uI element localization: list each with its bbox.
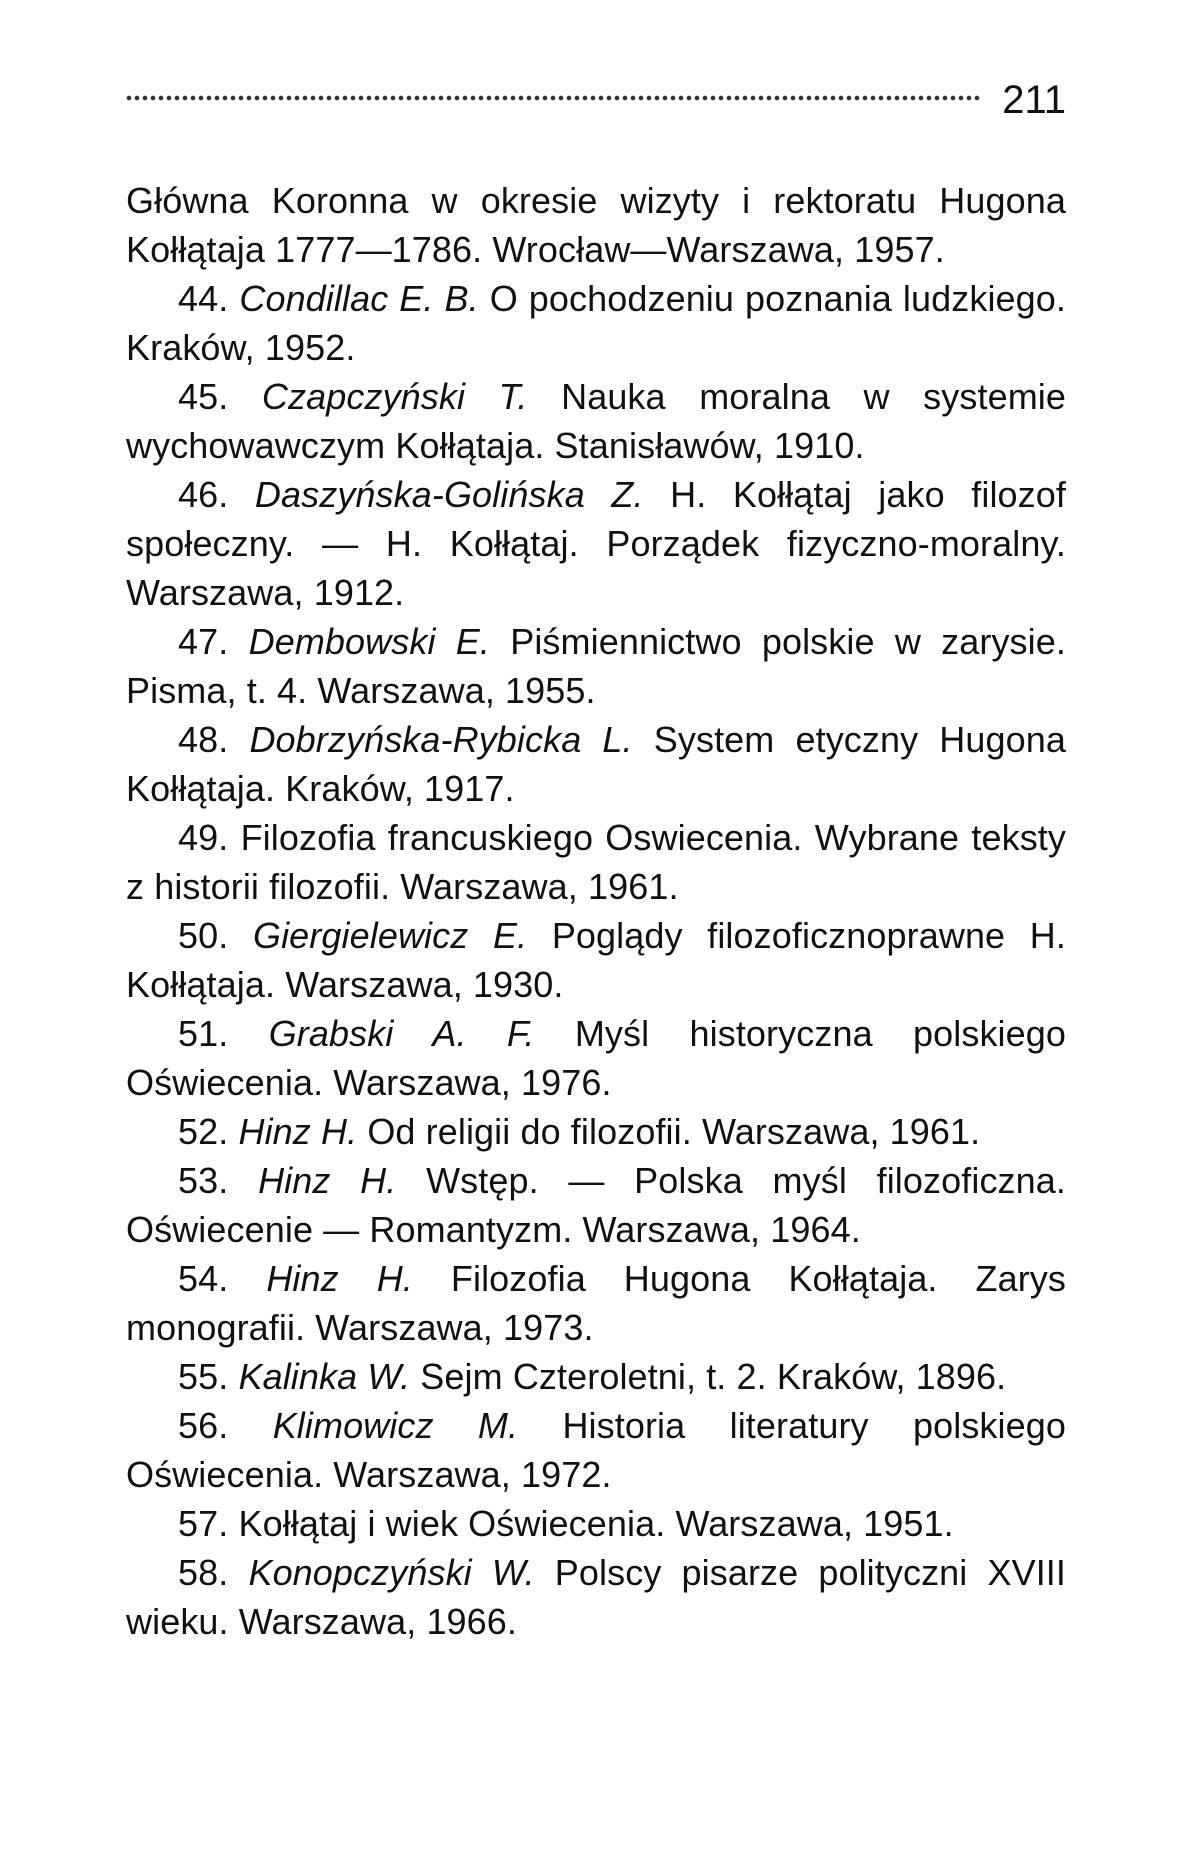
entry-author: Hinz H. xyxy=(266,1258,413,1299)
entry-number: 50. xyxy=(178,915,229,956)
bibliography-entry xyxy=(126,470,1066,617)
bibliography-entry xyxy=(126,1352,1066,1401)
entry-text: System etyczny Hugona Kołłątaja. Kraków, 1917. xyxy=(126,719,1067,809)
entry-author: Konopczyński W. xyxy=(248,1552,535,1593)
entry-text: Filozofia Hugona Kołłątaja. Zarys monografii. Warszawa, 1973. xyxy=(126,1258,1066,1348)
entry-number: 57. xyxy=(178,1503,229,1544)
bibliography-entry xyxy=(126,1156,1066,1254)
entry-number: 55. xyxy=(178,1356,229,1397)
entry-number: 51. xyxy=(178,1013,229,1054)
bibliography-entry xyxy=(126,274,1066,372)
entry-text: Piśmiennictwo polskie w zarysie. Pisma, t. 4. Warszawa, 1955. xyxy=(126,621,1066,711)
entry-author: Dobrzyńska-Rybicka L. xyxy=(249,719,633,760)
entry-number: 54. xyxy=(178,1258,229,1299)
bibliography-entry xyxy=(126,1401,1066,1499)
entry-author: Kalinka W. xyxy=(238,1356,411,1397)
entry-text: Filozofia francuskiego Oswiecenia. Wybrane teksty z historii filozofii. Warszawa, 1961. xyxy=(126,817,1067,907)
entry-author: Hinz H. xyxy=(258,1160,397,1201)
entry-text: Wstęp. — Polska myśl filozoficzna. Oświecenie — Romantyzm. Warszawa, 1964. xyxy=(126,1160,1066,1250)
bibliography-entry xyxy=(126,617,1066,715)
bibliography-entry xyxy=(126,1548,1066,1646)
bibliography-entry xyxy=(126,372,1066,470)
entry-number: 58. xyxy=(178,1552,229,1593)
bibliography-entry xyxy=(126,715,1066,813)
entry-author: Condillac E. B. xyxy=(239,278,479,319)
entry-author: Czapczyński T. xyxy=(261,376,528,417)
entry-author: Giergielewicz E. xyxy=(252,915,528,956)
entry-number: 44. xyxy=(178,278,229,319)
entry-text: Kołłątaj i wiek Oświecenia. Warszawa, 1951. xyxy=(238,1503,954,1544)
entry-author: Klimowicz M. xyxy=(272,1405,519,1446)
bibliography-entry xyxy=(126,1107,1066,1156)
bibliography-entry xyxy=(126,1009,1066,1107)
bibliography-entry xyxy=(126,1254,1066,1352)
entry-text: Polscy pisarze polityczni XVIII wieku. Warszawa, 1966. xyxy=(126,1552,1067,1642)
bibliography-entry xyxy=(126,176,1066,274)
entry-text: Nauka moralna w systemie wychowawczym Kołłątaja. Stanisławów, 1910. xyxy=(126,376,1067,466)
decorative-header-rule xyxy=(126,92,981,104)
book-page xyxy=(126,78,1066,1818)
bibliography-entry xyxy=(126,813,1066,911)
entry-text: Myśl historyczna polskiego Oświecenia. Warszawa, 1976. xyxy=(126,1013,1067,1103)
bibliography-list xyxy=(126,176,1066,1646)
entry-number: 47. xyxy=(178,621,229,662)
bibliography-entry xyxy=(126,911,1066,1009)
entry-number: 56. xyxy=(178,1405,229,1446)
entry-text: Sejm Czteroletni, t. 2. Kraków, 1896. xyxy=(420,1356,1007,1397)
entry-number: 46. xyxy=(178,474,229,515)
entry-author: Grabski A. F. xyxy=(268,1013,535,1054)
entry-number: 45. xyxy=(178,376,229,417)
entry-text: H. Kołłątaj jako filozof społeczny. — H. Kołłątaj. Porządek fizyczno-moralny. Warszawa, 1912. xyxy=(126,474,1066,613)
entry-text: Historia literatury polskiego Oświecenia. Warszawa, 1972. xyxy=(126,1405,1066,1495)
entry-text: Główna Koronna w okresie wizyty i rektoratu Hugona Kołłątaja 1777—1786. Wrocław—Warszawa, 1957. xyxy=(126,180,1066,270)
entry-text: Od religii do filozofii. Warszawa, 1961. xyxy=(367,1111,981,1152)
entry-author: Dembowski E. xyxy=(248,621,490,662)
entry-text: Poglądy filozoficznoprawne H. Kołłątaja. Warszawa, 1930. xyxy=(126,915,1066,1005)
entry-number: 48. xyxy=(178,719,229,760)
entry-number: 53. xyxy=(178,1160,229,1201)
entry-number: 49. xyxy=(178,817,229,858)
entry-text: O pochodzeniu poznania ludzkiego. Kraków, 1952. xyxy=(126,278,1067,368)
entry-author: Daszyńska-Golińska Z. xyxy=(254,474,644,515)
page-number: 211 xyxy=(1002,78,1066,122)
bibliography-entry xyxy=(126,1499,1066,1548)
entry-number: 52. xyxy=(178,1111,229,1152)
entry-author: Hinz H. xyxy=(238,1111,358,1152)
page-header xyxy=(126,78,1066,128)
